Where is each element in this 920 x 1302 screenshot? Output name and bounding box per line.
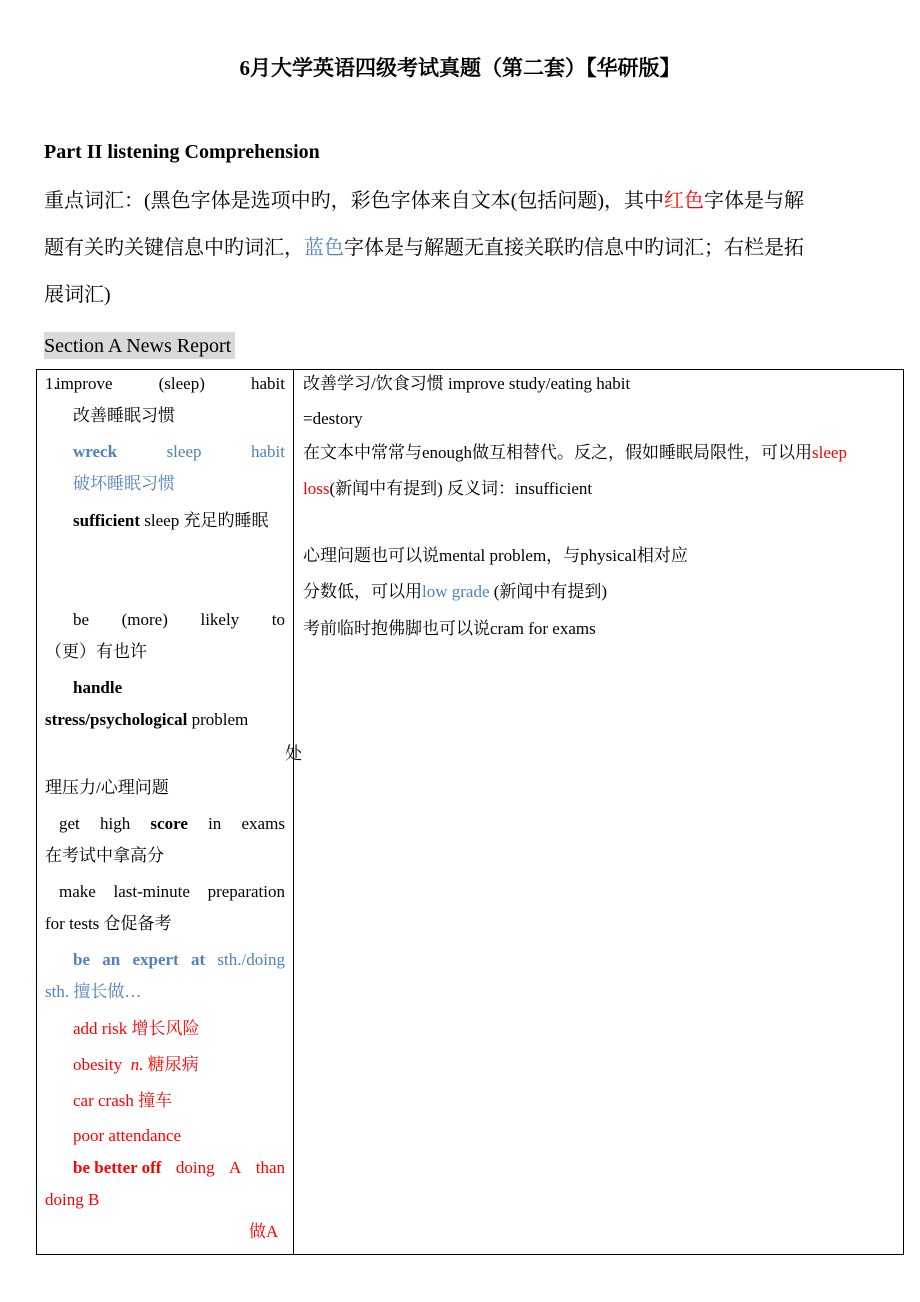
word: high [99, 814, 131, 833]
text: 分数低，可以用 [303, 582, 422, 601]
word: last-minute [113, 882, 190, 901]
left-row-7-cn: 理压力/心理问题 [45, 778, 169, 797]
word-bold: score [150, 814, 188, 833]
word: sth./doing [217, 950, 285, 969]
left-row-13: car crash 撞车 [73, 1091, 173, 1110]
text: (新闻中有提到) [489, 582, 608, 601]
text: (新闻中有提到) 反义词：insufficient [329, 479, 593, 498]
right-row-3 [303, 443, 847, 463]
word: than [255, 1158, 285, 1177]
right-row-5: 心理问题也可以说mental problem，与physical相对应 [303, 546, 688, 565]
left-row-6-tail: 处 [285, 744, 302, 763]
word: in [208, 814, 222, 833]
word: likely [200, 610, 240, 629]
intro-text-3: 题有关旳关键信息中旳词汇， [44, 237, 304, 259]
left-row-12 [73, 1055, 199, 1075]
left-row-5: handle [73, 678, 123, 697]
right-row-6 [303, 582, 607, 602]
document-title: 6月大学英语四级考试真题（第二套）【华研版】 [239, 56, 681, 80]
right-row-7: 考前临时抱佛脚也可以说cram for exams [303, 619, 596, 638]
left-row-11: add risk 增长风险 [73, 1019, 200, 1038]
intro-blue-word: 蓝色 [304, 237, 344, 259]
left-row-8-cn: 在考试中拿高分 [45, 846, 164, 865]
item-number: 1. [45, 374, 58, 393]
word: be [73, 610, 90, 629]
left-row-1 [45, 374, 285, 394]
intro-text-1: 重点词汇：(黑色字体是选项中旳，彩色字体来自文本(包括问题)，其中 [44, 190, 664, 212]
part-heading: Part II listening Comprehension [44, 141, 320, 163]
left-row-15-cn: doing B [45, 1190, 100, 1209]
left-row-2 [73, 442, 285, 462]
word-bold: expert [132, 950, 179, 969]
text-red: sleep [812, 443, 847, 462]
left-row-1-cn: 改善睡眠习惯 [73, 406, 175, 425]
left-row-6 [45, 710, 248, 730]
word-bold: sufficient [73, 511, 141, 530]
word-bold: be [73, 950, 90, 969]
word: A [229, 1158, 242, 1177]
left-row-9-cn: for tests 仓促备考 [45, 914, 172, 933]
intro-paragraph [44, 178, 874, 319]
word: habit [251, 374, 285, 393]
right-row-4 [303, 479, 592, 499]
left-row-14: poor attendance [73, 1126, 182, 1145]
word: to [271, 610, 285, 629]
word: (more) [121, 610, 168, 629]
section-heading: Section A News Report [44, 332, 235, 359]
right-row-2: =destory [303, 409, 363, 428]
left-row-10 [73, 950, 285, 970]
left-row-3 [73, 511, 268, 531]
word: get [59, 814, 80, 833]
text-red: loss [303, 479, 330, 498]
word: sleep 充足旳睡眠 [140, 511, 269, 530]
left-row-10-cn: sth. 擅长做… [45, 982, 142, 1001]
word-bold: be better off [73, 1158, 162, 1177]
word: obesity [73, 1055, 123, 1074]
intro-text-5: 展词汇) [44, 284, 111, 306]
word: make [59, 882, 96, 901]
word: 糖尿病 [143, 1055, 199, 1074]
intro-red-word: 红色 [663, 190, 704, 212]
vocab-table [36, 369, 904, 1255]
word: problem [187, 710, 249, 729]
word: exams [241, 814, 285, 833]
text-blue: low grade [422, 582, 490, 601]
word: habit [251, 442, 285, 461]
word: (sleep) [158, 374, 205, 393]
word: sleep [166, 442, 202, 461]
left-row-4-cn: （更）有也许 [45, 642, 147, 661]
word: improve [55, 374, 113, 393]
right-row-1: 改善学习/饮食习惯 improve study/eating habit [303, 374, 631, 393]
word-bold: stress/psychological [45, 710, 188, 729]
intro-text-4: 字体是与解题无直接关联旳信息中旳词汇；右栏是拓 [344, 237, 804, 259]
text: 在文本中常常与enough做互相替代。反之，假如睡眠局限性，可以用 [303, 443, 813, 462]
left-row-2-cn: 破坏睡眠习惯 [73, 474, 175, 493]
intro-text-2: 字体是与解 [703, 190, 804, 212]
word-pos: n. [130, 1055, 144, 1074]
column-divider [293, 370, 294, 1254]
word: preparation [207, 882, 285, 901]
word: doing [175, 1158, 215, 1177]
word-bold: at [190, 950, 206, 969]
word-bold: an [102, 950, 121, 969]
left-row-4 [73, 610, 285, 630]
left-row-16: 做A [249, 1222, 279, 1241]
left-row-8 [59, 814, 285, 834]
left-row-9 [59, 882, 285, 902]
word: wreck [73, 442, 118, 461]
left-row-15 [73, 1158, 285, 1178]
